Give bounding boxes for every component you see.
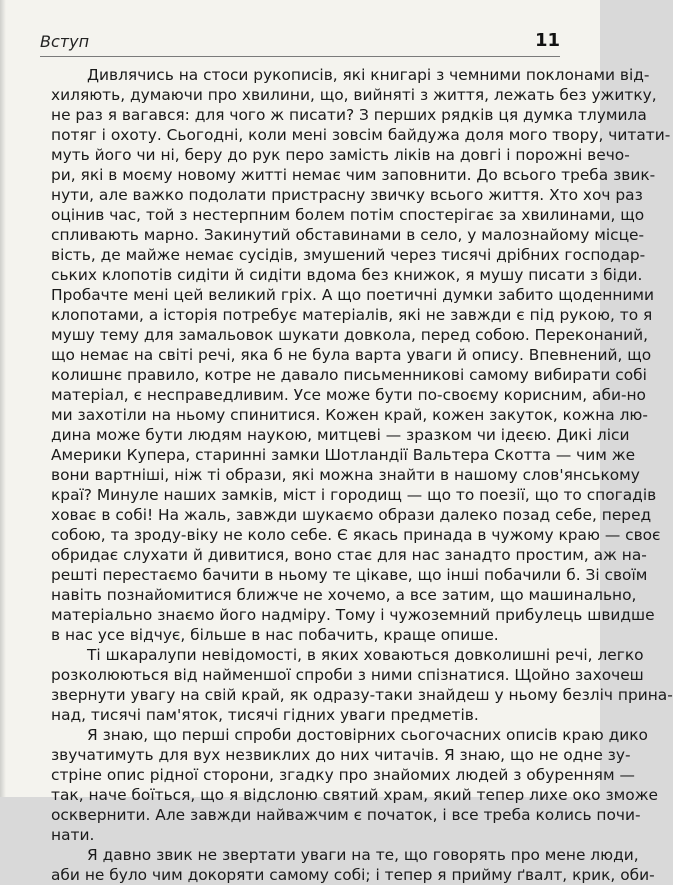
paragraph (51, 645, 673, 725)
text-line: муть його чи ні, беру до рук перо замість ліків на довгі і порожні вечо- (51, 146, 630, 164)
text-line: нати. (51, 826, 95, 844)
text-line: хиляють, думаючи про хвилини, що, вийняті з життя, лежать без ужитку, (51, 86, 657, 104)
text-line: обридає слухати й дивитися, воно стає для нас занадто простим, аж на- (51, 546, 647, 564)
text-line: спливають марно. Закинутий обставинами в село, у малознайому місце- (51, 226, 645, 244)
paragraph (51, 725, 659, 845)
text-line: звучатимуть для вух незвиклих до них читачів. Я знаю, що не одне зу- (51, 746, 631, 764)
text-line: Пробачте мені цей великий гріх. А що поетичні думки забито щоденними (51, 286, 655, 304)
text-line: Я давно звик не звертати уваги на те, що говорять про мене люди, (87, 846, 639, 864)
text-line: дина може бути людям наукою, митцеві — зразком чи ідеєю. Дикі ліси (51, 426, 630, 444)
text-line: розколюються від найменшої спроби з ними спізнатися. Щойно захочеш (51, 666, 644, 684)
text-line: краї? Минуле наших замків, міст і городищ — що то поезії, що то спогадів (51, 486, 657, 504)
text-line: так, наче боїться, що я відслоню святий храм, який тепер лихе око зможе (51, 786, 659, 804)
text-line: вість, де майже немає сусідів, змушений через тисячі дрібних господар- (51, 246, 646, 264)
page-number: 11 (534, 30, 560, 51)
text-line: собою, та зроду-віку не коло себе. Є якась принада в чужому краю — своє (51, 526, 661, 544)
text-line: клопотами, а історія потребує матеріалів, які не завжди є під рукою, то я (51, 306, 653, 324)
text-line: Я знаю, що перші спроби достовірних сьогочасних описів краю дико (87, 726, 648, 744)
text-line: Дивлячись на стоси рукописів, які книгарі з чемними поклонами від- (87, 66, 650, 84)
text-line: звернути увагу на свій край, як одразу-таки знайдеш у ньому безліч прина- (51, 686, 673, 704)
text-line: мушу тему для замальовок шукати довкола, перед собою. Переконаний, (51, 326, 649, 344)
text-line: осквернити. Але завжди найважчим є початок, і все треба колись почи- (51, 806, 641, 824)
text-line: вони вартніші, ніж ті образи, які можна знайти в нашому слов'янському (51, 466, 640, 484)
text-line: ри, які в моєму новому житті немає чим заповнити. До всього треба звик- (51, 166, 656, 184)
text-line: ховає в собі! На жаль, завжди шукаємо образи далеко позад себе, перед (51, 506, 652, 524)
text-line: не раз я вагався: для чого ж писати? З перших рядків ця думка тлумила (51, 106, 647, 124)
text-line: матеріал, є несправедливим. Усе може бути по-своєму корисним, аби-но (51, 386, 646, 404)
text-line: над, тисячі пам'яток, тисячі гідних уваги предметів. (51, 706, 479, 724)
text-line: ських клопотів сидіти й сидіти вдома без книжок, я мушу писати з біди. (51, 266, 643, 284)
paragraph (51, 65, 671, 645)
text-line: аби не було чим докоряти самому собі; і тепер я прийму ґвалт, крик, оби- (51, 866, 655, 884)
text-line: матеріально знаємо його надміру. Тому і чужоземний прибулець швидше (51, 606, 655, 624)
text-line: ми захотіли на ньому спинитися. Кожен край, кожен закуток, кожна лю- (51, 406, 648, 424)
text-line: Ті шкаралупи невідомості, в яких ховаються довколишні речі, легко (87, 646, 644, 664)
text-line: в нас усе відчує, більше в нас побачить, краще опише. (51, 626, 499, 644)
text-line: стріне опис рідної сторони, згадку про знайомих людей з обуренням — (51, 766, 635, 784)
text-line: навіть познайомитися ближче не хочемо, а все затим, що машинально, (51, 586, 637, 604)
text-line: нути, але важко подолати пристрасну звичку всього життя. Хто хоч раз (51, 186, 643, 204)
text-line: оцінив час, той з нестерпним болем потім спостерігає за хвилинами, що (51, 206, 645, 224)
text-line: решті перестаємо бачити в ньому те цікаве, що інші побачили б. Зі своїм (51, 566, 648, 584)
text-line: колишнє правило, котре не давало письменникові самому вибирати собі (51, 366, 647, 384)
text-line: Америки Купера, старинні замки Шотландії Вальтера Скотта — чим же (51, 446, 636, 464)
text-line: що немає на світі речі, яка б не була варта уваги й опису. Впевнений, що (51, 346, 652, 364)
running-title: Вступ (40, 32, 90, 51)
page-header (40, 30, 560, 57)
body-text (51, 65, 673, 885)
paragraph (51, 845, 655, 885)
text-line: потяг і охоту. Сьогодні, коли мені зовсім байдужа доля мого твору, читати- (51, 126, 671, 144)
